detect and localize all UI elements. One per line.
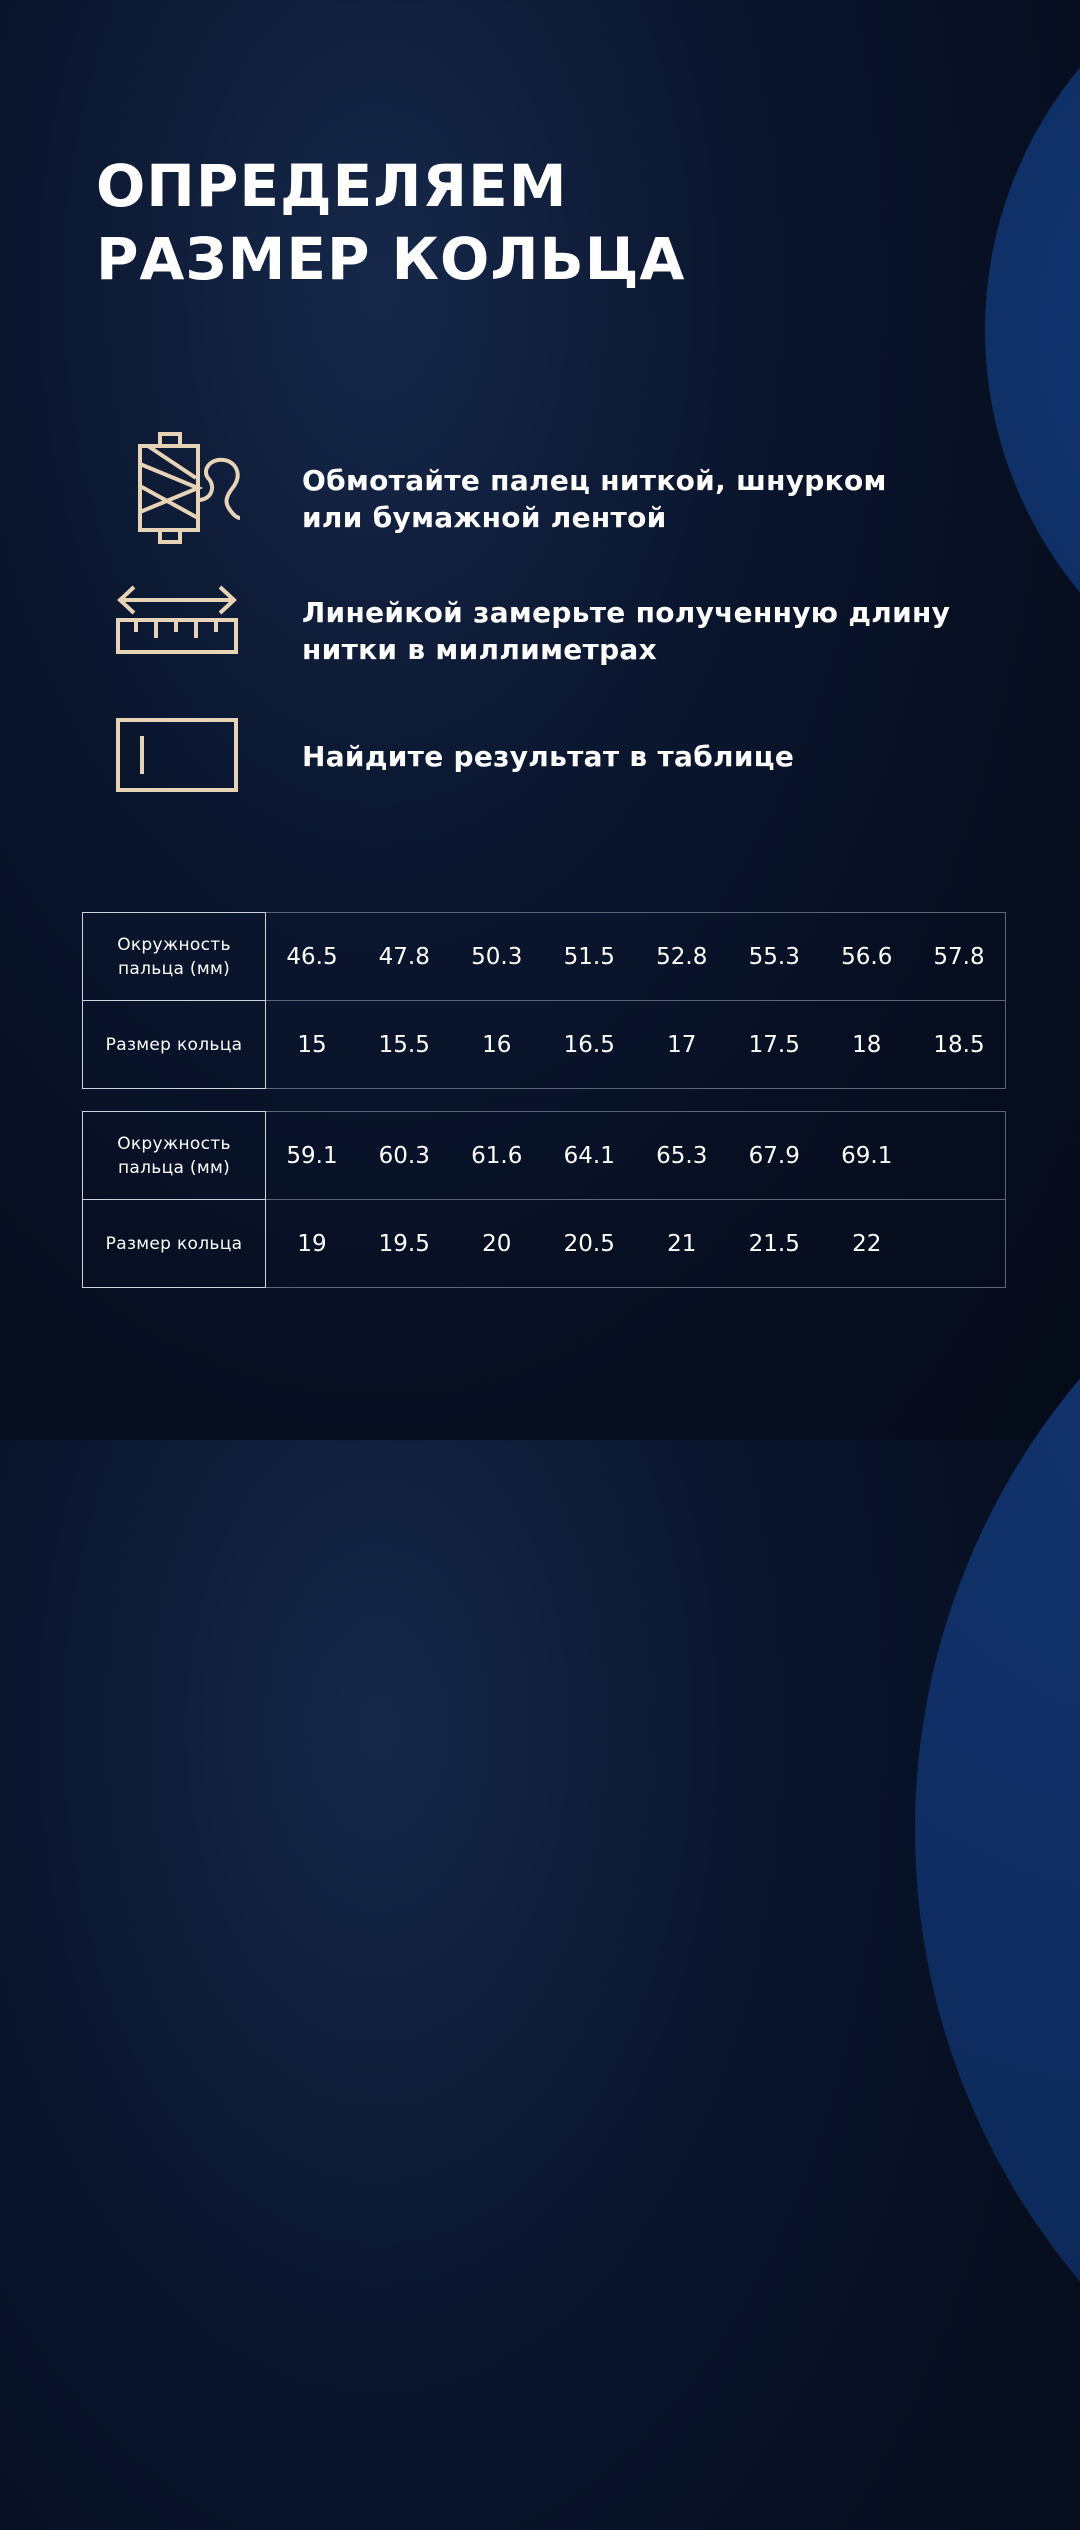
page-title	[96, 150, 685, 296]
row-header-circumference: Окружность пальца (мм)	[83, 913, 266, 1001]
table-row-ring-size	[83, 1200, 1006, 1288]
step-1-line-1: Обмотайте палец ниткой, шнурком	[302, 464, 887, 497]
table-cell: 65.3	[636, 1112, 729, 1200]
table-cell: 46.5	[266, 913, 359, 1001]
table-cell: 18	[821, 1001, 914, 1089]
step-2-line-2: нитки в миллиметрах	[302, 633, 657, 666]
row-header-ring-size: Размер кольца	[83, 1200, 266, 1288]
step-2-line-1: Линейкой замерьте полученную длину	[302, 596, 951, 629]
table-cell: 60.3	[358, 1112, 451, 1200]
table-cell: 64.1	[543, 1112, 636, 1200]
table-cell: 20.5	[543, 1200, 636, 1288]
table-cell: 19.5	[358, 1200, 451, 1288]
table-cell: 22	[821, 1200, 914, 1288]
step-wrap-finger	[0, 430, 1080, 546]
table-cell: 69.1	[821, 1112, 914, 1200]
table-cell: 67.9	[728, 1112, 821, 1200]
table-row-circumference	[83, 1112, 1006, 1200]
step-1-line-2: или бумажной лентой	[302, 501, 667, 534]
decorative-blue-circle-bottom	[915, 1130, 1080, 2530]
page-title-line-2: РАЗМЕР КОЛЬЦА	[96, 225, 686, 293]
table-cell	[913, 1200, 1006, 1288]
table-cell: 47.8	[358, 913, 451, 1001]
table-icon	[112, 716, 242, 794]
row-header-circumference: Окружность пальца (мм)	[83, 1112, 266, 1200]
ring-size-table-1	[82, 912, 1006, 1089]
table-cell: 56.6	[821, 913, 914, 1001]
table-cell: 17.5	[728, 1001, 821, 1089]
table-cell: 57.8	[913, 913, 1006, 1001]
table-row-ring-size	[83, 1001, 1006, 1089]
table-cell: 15.5	[358, 1001, 451, 1089]
step-3-line-1: Найдите результат в таблице	[302, 740, 795, 773]
row-header-ring-size: Размер кольца	[83, 1001, 266, 1089]
table-cell: 18.5	[913, 1001, 1006, 1089]
table-cell: 19	[266, 1200, 359, 1288]
table-row-circumference	[83, 913, 1006, 1001]
table-cell	[913, 1112, 1006, 1200]
step-text-find-result	[302, 738, 794, 775]
table-cell: 51.5	[543, 913, 636, 1001]
table-cell: 61.6	[451, 1112, 544, 1200]
table-cell: 55.3	[728, 913, 821, 1001]
table-cell: 17	[636, 1001, 729, 1089]
table-cell: 16	[451, 1001, 544, 1089]
thread-spool-icon	[112, 430, 242, 546]
step-measure-length	[0, 580, 1080, 666]
step-find-result	[0, 716, 1080, 796]
step-text-measure-length	[302, 594, 950, 668]
page-title-line-1: ОПРЕДЕЛЯЕМ	[96, 152, 568, 220]
table-cell: 21.5	[728, 1200, 821, 1288]
ruler-icon	[112, 580, 242, 658]
table-cell: 15	[266, 1001, 359, 1089]
table-cell: 50.3	[451, 913, 544, 1001]
step-text-wrap-finger	[302, 462, 887, 536]
table-cell: 52.8	[636, 913, 729, 1001]
table-cell: 20	[451, 1200, 544, 1288]
table-cell: 59.1	[266, 1112, 359, 1200]
table-cell: 21	[636, 1200, 729, 1288]
ring-size-table-2	[82, 1111, 1006, 1288]
table-cell: 16.5	[543, 1001, 636, 1089]
